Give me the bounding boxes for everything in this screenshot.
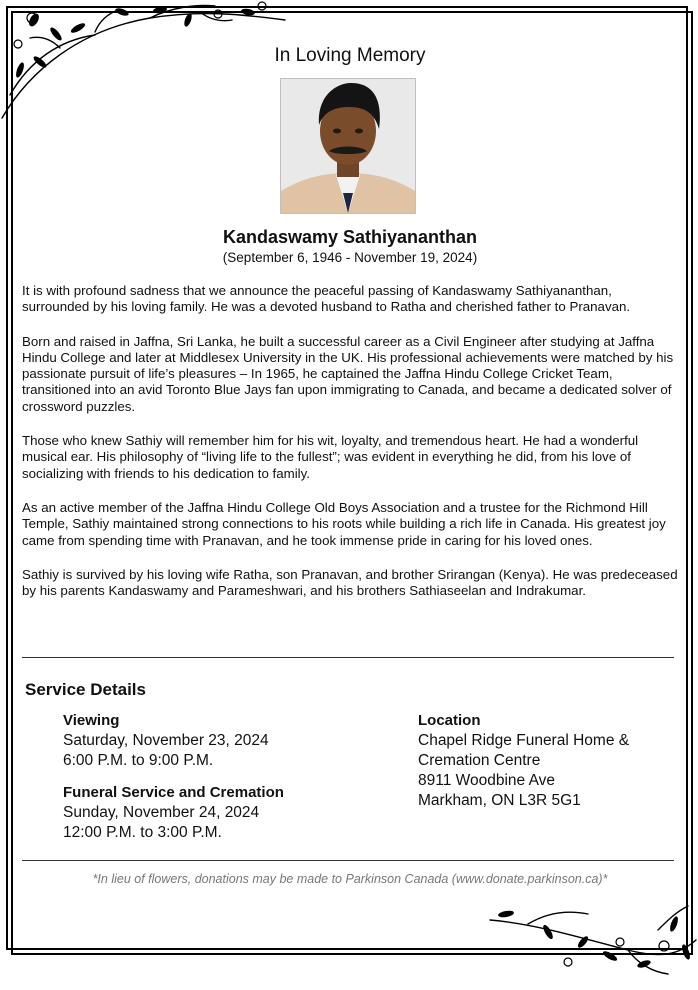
funeral-time: 12:00 P.M. to 3:00 P.M.	[63, 824, 222, 841]
bio-paragraph: Sathiy is survived by his loving wife Ratha, son Pranavan, and brother Srirangan (Kenya). He was predeceased by his parents Kandaswamy and Parameshwari, and his brothers Sathiaseelan and Indrakumar.	[22, 566, 678, 599]
location-line: Cremation Centre	[418, 752, 541, 769]
floral-vine-bottom-right	[488, 900, 698, 980]
divider	[22, 860, 674, 861]
bio-paragraph: It is with profound sadness that we announce the peaceful passing of Kandaswamy Sathiyananthan, surrounded by his loving family. He was a devoted husband to Ratha and cherished father to Pranavan.	[22, 283, 631, 315]
portrait-illustration	[281, 79, 415, 213]
viewing-time: 6:00 P.M. to 9:00 P.M.	[63, 752, 214, 769]
location-line: 8911 Woodbine Ave	[418, 772, 556, 789]
viewing-label: Viewing	[63, 712, 120, 729]
bio-paragraph: Born and raised in Jaffna, Sri Lanka, he built a successful career as a Civil Engineer after studying at Jaffna Hindu College and later at Middlesex University in the UK. His professional achievements were matched by his passionate pursuit of life’s pleasures – In 1965, he captained the Jaffna Hindu College Cricket Team, transitioned into an avid Toronto Blue Jays fan upon immigrating to Canada, and became a dedicated solver of crossword puzzles.	[22, 333, 674, 414]
service-details-heading: Service Details	[25, 680, 146, 699]
life-dates: (September 6, 1946 - November 19, 2024)	[222, 250, 478, 265]
viewing-date: Saturday, November 23, 2024	[63, 732, 269, 749]
funeral-date: Sunday, November 24, 2024	[63, 804, 260, 821]
bio-paragraph: Those who knew Sathiy will remember him for his wit, loyalty, and tremendous heart. He had a wonderful musical ear. His philosophy of “living life to the fullest”; was evident in everything he did, from his love of socializing with friends to his dedication to family.	[22, 433, 639, 481]
location-line: Markham, ON L3R 5G1	[418, 792, 581, 809]
obituary-text	[22, 283, 682, 617]
location-line: Chapel Ridge Funeral Home &	[418, 732, 630, 749]
location-label: Location	[418, 712, 481, 729]
service-schedule	[63, 711, 383, 843]
service-location	[418, 711, 678, 811]
bio-paragraph: As an active member of the Jaffna Hindu College Old Boys Association and a trustee for the Richmond Hill Temple, Sathiy maintained strong connections to his roots while building a rich life in Canada. His greatest joy came from spending time with Pranavan, and he took immense pride in caring for his loved ones.	[22, 499, 666, 548]
donation-note: *In lieu of flowers, donations may be made to Parkinson Canada (www.donate.parkinson.ca)*	[92, 872, 608, 886]
deceased-name: Kandaswamy Sathiyananthan	[222, 227, 478, 247]
divider	[22, 657, 674, 658]
page-title: In Loving Memory	[274, 45, 426, 66]
portrait-photo	[280, 78, 416, 214]
funeral-label: Funeral Service and Cremation	[63, 784, 284, 801]
